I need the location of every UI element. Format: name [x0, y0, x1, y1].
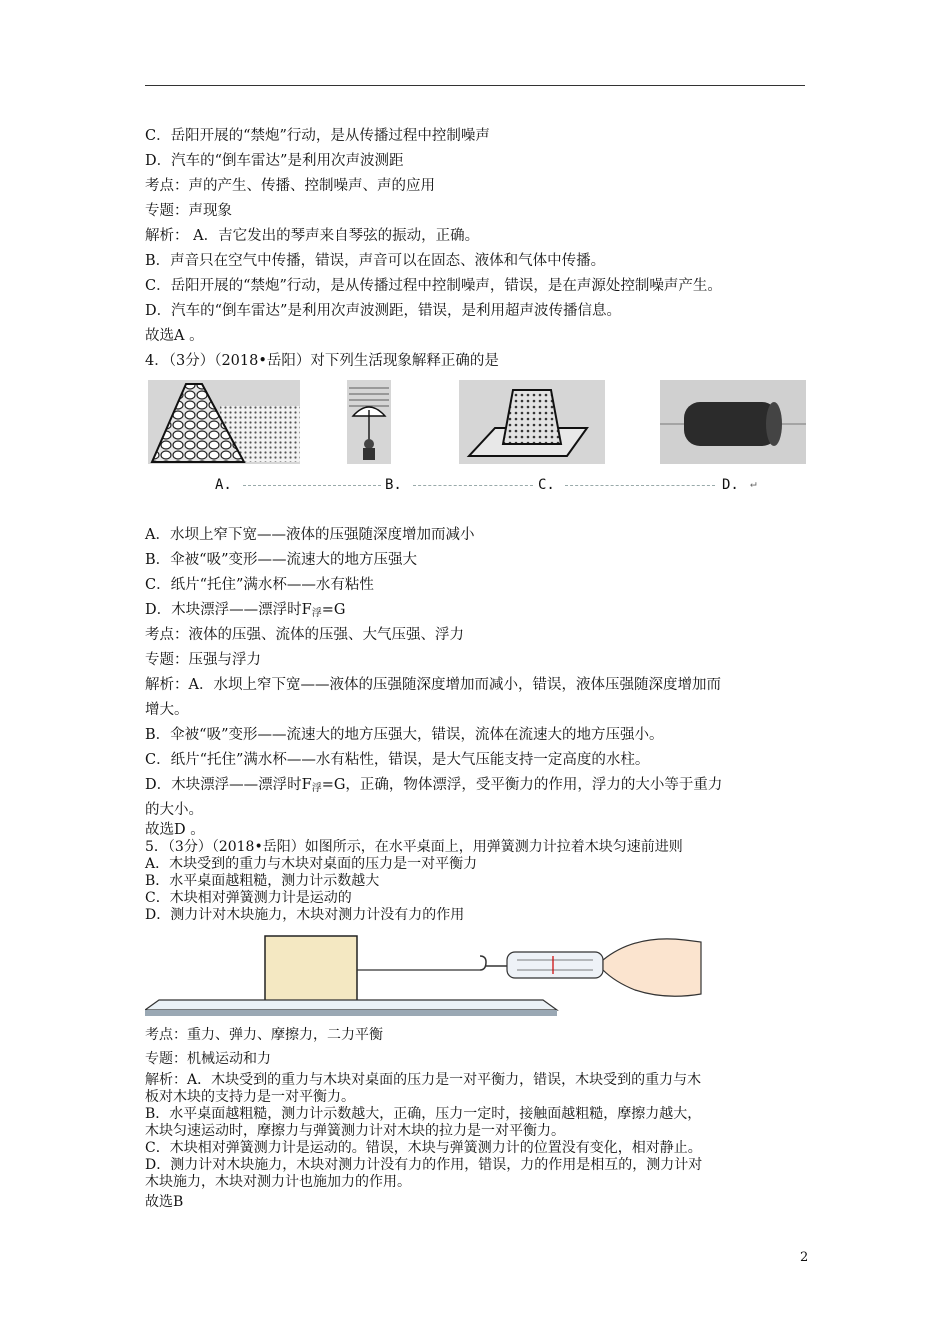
q5-option-d: D．测力计对木块施力，木块对测力计没有力的作用 [145, 907, 465, 923]
q5-jiexi-d-line2: 木块施力，木块对测力计也施加力的作用。 [145, 1174, 411, 1190]
q5-jiexi-d-line1: D．测力计对木块施力，木块对测力计没有力的作用，错误，力的作用是相互的，测力计对 [145, 1157, 703, 1173]
q4-option-d-eq: =G [321, 602, 346, 618]
header-rule [145, 85, 805, 86]
q3-jiexi-d: D．汽车的“倒车雷达”是利用次声波测距，错误，是利用超声波传播信息。 [145, 303, 621, 319]
q4-option-b: B．伞被“吸”变形——流速大的地方压强大 [145, 552, 417, 568]
dam-figure [148, 380, 300, 464]
q4-jiexi-d-line1 [145, 778, 722, 794]
q4-captions [145, 477, 805, 497]
caption-leader [565, 485, 715, 486]
q4-jiexi-a-line2: 增大。 [145, 702, 189, 718]
caption-a: A. [215, 477, 232, 493]
q4-jiexi-d-line2: 的大小。 [145, 802, 203, 818]
q4-option-d [145, 603, 345, 619]
q4-zhuanti: 专题：压强与浮力 [145, 652, 261, 668]
q5-title: 5．（3分）（2018•岳阳）如图所示，在水平桌面上，用弹簧测力计拉着木块匀速前进则 [145, 839, 683, 855]
subscript-float: 浮 [311, 783, 322, 794]
q4-option-d-text: D．木块漂浮——漂浮时F [145, 602, 312, 618]
q4-option-c: C．纸片“托住”满水杯——水有粘性 [145, 577, 374, 593]
q4-jiexi-d-text: D．木块漂浮——漂浮时F [145, 777, 312, 793]
q5-jiexi-c: C．木块相对弹簧测力计是运动的。错误，木块与弹簧测力计的位置没有变化，相对静止。 [145, 1140, 702, 1156]
caption-c: C. [538, 477, 555, 493]
caption-leader [413, 485, 533, 486]
q4-option-a: A．水坝上窄下宽——液体的压强随深度增加而减小 [145, 527, 475, 543]
q5-option-c: C．木块相对弹簧测力计是运动的 [145, 890, 352, 906]
spring-scale-figure [145, 930, 705, 1018]
caption-d: D. [722, 477, 739, 493]
subscript-float: 浮 [311, 608, 322, 619]
page-number: 2 [800, 1250, 809, 1265]
q5-jiexi-a-line2: 板对木块的支持力是一对平衡力。 [145, 1089, 355, 1105]
q4-kaodian: 考点：液体的压强、流体的压强、大气压强、浮力 [145, 627, 464, 643]
caption-leader [243, 485, 381, 486]
q4-jiexi-c: C．纸片“托住”满水杯——水有粘性，错误，是大气压能支持一定高度的水柱。 [145, 752, 650, 768]
q3-answer: 故选A 。 [145, 328, 204, 344]
wood-block-figure [660, 380, 806, 464]
q4-answer: 故选D 。 [145, 822, 205, 838]
q5-jiexi-b-line2: 木块匀速运动时，摩擦力与弹簧测力计对木块的拉力是一对平衡力。 [145, 1123, 565, 1139]
q5-zhuanti: 专题：机械运动和力 [145, 1051, 271, 1067]
q5-jiexi-a-line1: 解析：A．木块受到的重力与木块对桌面的压力是一对平衡力，错误，木块受到的重力与木 [145, 1072, 702, 1088]
q5-kaodian: 考点：重力、弹力、摩擦力，二力平衡 [145, 1027, 383, 1043]
return-mark: ↵ [750, 477, 757, 490]
q5-option-b: B．水平桌面越粗糙，测力计示数越大 [145, 873, 380, 889]
umbrella-figure [347, 380, 391, 464]
caption-b: B. [385, 477, 402, 493]
q3-option-d: D．汽车的“倒车雷达”是利用次声波测距 [145, 153, 404, 169]
q3-zhuanti: 专题：声现象 [145, 203, 232, 219]
q3-jiexi-b: B．声音只在空气中传播，错误，声音可以在固态、液体和气体中传播。 [145, 253, 606, 269]
q5-option-a: A．木块受到的重力与木块对桌面的压力是一对平衡力 [145, 856, 478, 872]
q3-option-c: C．岳阳开展的“禁炮”行动，是从传播过程中控制噪声 [145, 128, 490, 144]
q3-kaodian: 考点：声的产生、传播、控制噪声、声的应用 [145, 178, 435, 194]
cup-figure [459, 380, 605, 464]
q5-answer: 故选B [145, 1194, 184, 1210]
q3-jiexi-a: 解析： A．吉它发出的琴声来自琴弦的振动，正确。 [145, 228, 480, 244]
q5-jiexi-b-line1: B．水平桌面越粗糙，测力计示数越大，正确，压力一定时，接触面越粗糙，摩擦力越大， [145, 1106, 702, 1122]
q4-jiexi-d-rest: =G，正确，物体漂浮，受平衡力的作用，浮力的大小等于重力 [321, 777, 723, 793]
q4-jiexi-a-line1: 解析：A．水坝上窄下宽——液体的压强随深度增加而减小，错误，液体压强随深度增加而 [145, 677, 721, 693]
q4-title: 4．（3分）（2018•岳阳）对下列生活现象解释正确的是 [145, 353, 499, 369]
q4-jiexi-b: B．伞被“吸”变形——流速大的地方压强大，错误，流体在流速大的地方压强小。 [145, 727, 664, 743]
q3-jiexi-c: C．岳阳开展的“禁炮”行动，是从传播过程中控制噪声，错误，是在声源处控制噪声产生。 [145, 278, 722, 294]
